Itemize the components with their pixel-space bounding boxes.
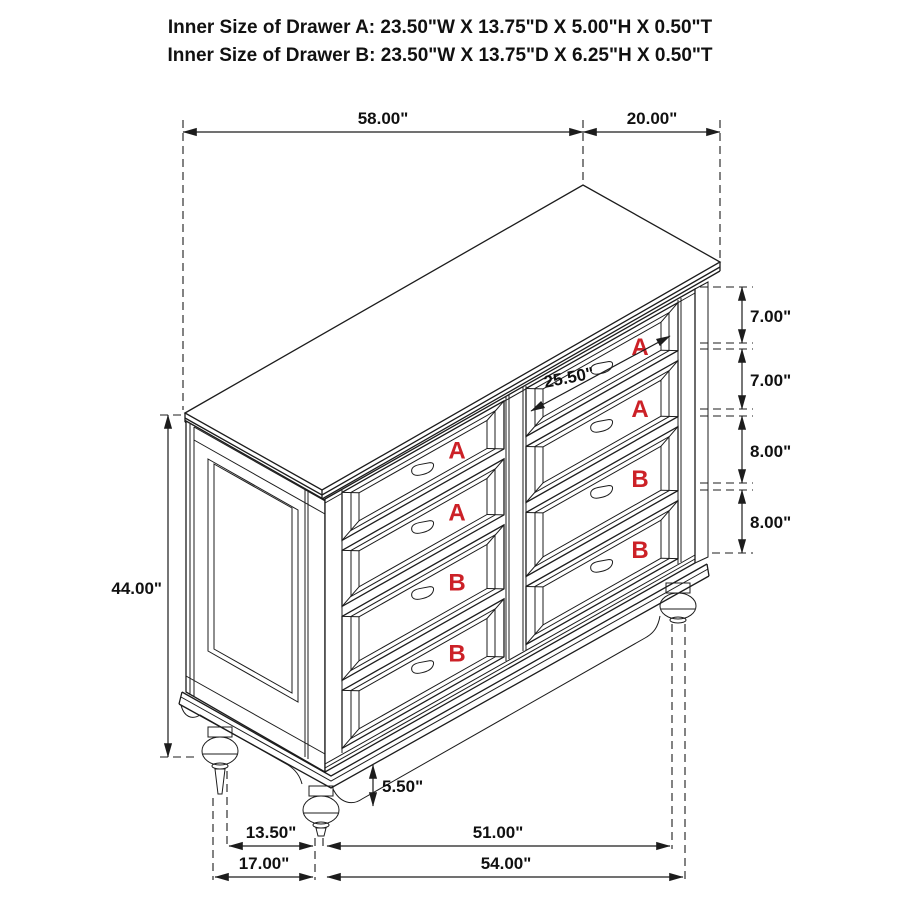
drawer-letter: B — [631, 537, 649, 565]
front-right-leg — [660, 583, 696, 623]
drawer-letter: A — [631, 334, 649, 362]
drawer-letter: A — [448, 499, 466, 527]
drawer-letter: B — [448, 640, 466, 668]
drawer-letter: A — [448, 437, 466, 465]
drawer-height-label-2: 7.00" — [750, 371, 792, 390]
leg-height-label: 5.50" — [382, 777, 424, 796]
overall-width-label: 58.00" — [357, 109, 409, 128]
header — [167, 17, 712, 66]
drawer-a-inner-size-text: Inner Size of Drawer A: 23.50"W X 13.75"D X 5.00"H X 0.50"T — [167, 17, 713, 38]
drawer-height-label-4: 8.00" — [750, 513, 792, 532]
drawer-height-dimensions — [700, 287, 791, 553]
drawer-letter: B — [448, 569, 466, 597]
base-width-label: 54.00" — [480, 854, 532, 873]
leg-spacing-width-label: 51.00" — [472, 823, 524, 842]
overall-height-dimension — [111, 415, 198, 757]
overall-height-label: 44.00" — [111, 579, 162, 598]
drawer-b-inner-size-text: Inner Size of Drawer B: 23.50"W X 13.75"D X 6.25"H X 0.50"T — [167, 45, 713, 66]
leg-spacing-depth-label: 13.50" — [245, 823, 297, 842]
back-left-leg — [202, 727, 238, 794]
drawer-letter: A — [631, 396, 649, 424]
dresser-drawing — [179, 185, 720, 836]
drawer-letter: B — [631, 466, 649, 494]
drawer-height-label-3: 8.00" — [750, 442, 792, 461]
front-left-leg — [303, 786, 339, 836]
overall-depth-label: 20.00" — [626, 109, 678, 128]
base-depth-label: 17.00" — [238, 854, 290, 873]
drawer-height-label-1: 7.00" — [750, 307, 792, 326]
drawer-width-label: 25.50" — [542, 363, 596, 392]
leg-height-dimension — [373, 765, 423, 806]
